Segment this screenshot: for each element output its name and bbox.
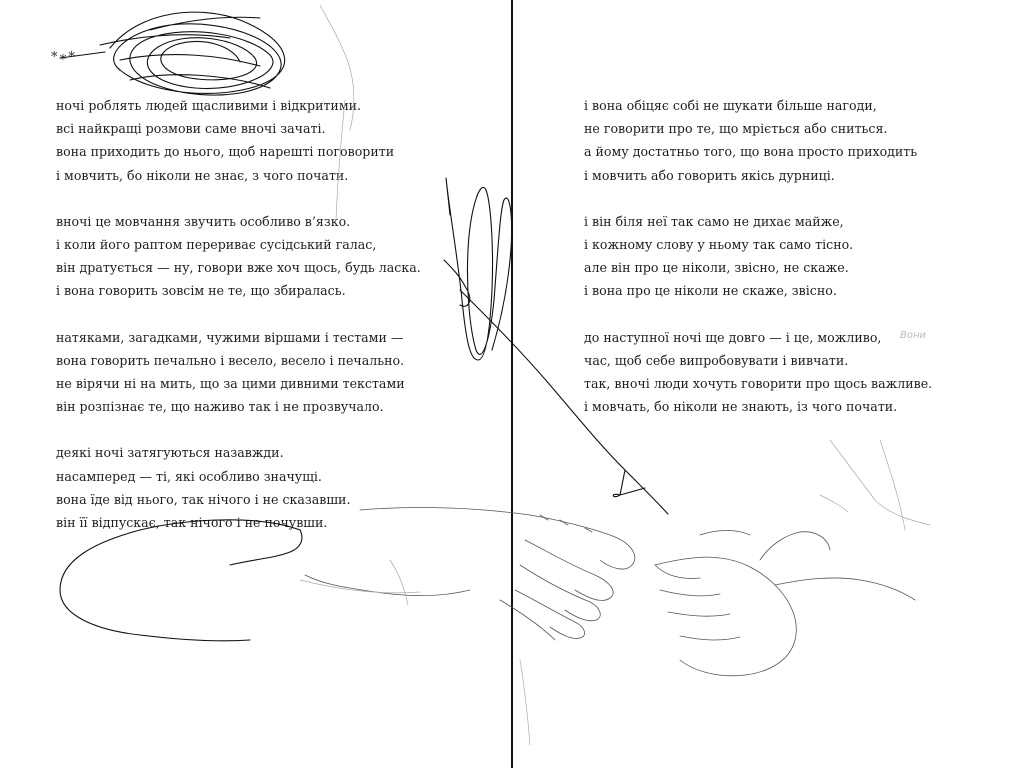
poem-line: до наступної ночі ще довго — і це, можливо, — [584, 329, 882, 345]
right-page — [512, 0, 1024, 768]
stanza — [56, 94, 496, 187]
poem-line: деякі ночі затягуються назавжди. — [56, 445, 284, 461]
poem-left — [56, 94, 496, 557]
stanza — [56, 326, 496, 419]
poem-line: вона приходить до нього, щоб нарешті поговорити — [56, 144, 395, 160]
poem-line: і мовчать, бо ніколи не знають, із чого почати. — [584, 399, 898, 415]
pencil-note: Вони — [900, 330, 927, 341]
poem-line: і мовчить, бо ніколи не знає, з чого почати. — [56, 167, 349, 183]
stanza — [56, 441, 496, 534]
stanza — [56, 210, 496, 303]
book-spine — [511, 0, 513, 768]
poem-line: вона говорить печально і весело, весело і печально. — [56, 352, 405, 368]
poem-right — [584, 94, 1004, 441]
poem-line: він її відпускає, так нічого і не почувши. — [56, 515, 328, 531]
poem-line: і кожному слову у ньому так само тісно. — [584, 237, 854, 253]
poem-line: насамперед — ті, які особливо значущі. — [56, 468, 322, 484]
asterism: *∗* — [51, 50, 76, 65]
poem-line: і вона говорить зовсім не те, що збиралась. — [56, 283, 346, 299]
poem-line: і вона обіцяє собі не шукати більше нагоди, — [584, 98, 877, 113]
poem-line: не говорити про те, що мріється або сниться. — [584, 121, 888, 137]
poem-line: і вона про це ніколи не скаже, звісно. — [584, 283, 837, 299]
poem-line: але він про це ніколи, звісно, не скаже. — [584, 260, 849, 276]
stanza — [584, 94, 1004, 187]
left-page — [0, 0, 511, 768]
stanza — [584, 210, 1004, 303]
poem-line: а йому достатньо того, що вона просто приходить — [584, 144, 918, 160]
poem-line: і мовчить або говорить якісь дурниці. — [584, 167, 835, 183]
stanza — [584, 326, 1004, 419]
poem-line: вночі це мовчання звучить особливо в’язко. — [56, 213, 351, 229]
poem-line: вона їде від нього, так нічого і не сказавши. — [56, 491, 351, 507]
poem-line: час, щоб себе випробовувати і вивчати. — [584, 352, 849, 368]
poem-line: і коли його раптом перериває сусідський галас, — [56, 237, 377, 253]
poem-line: натяками, загадками, чужими віршами і тестами — — [56, 329, 404, 345]
poem-line: він розпізнає те, що наживо так і не прозвучало. — [56, 399, 384, 415]
poem-line: він дратується — ну, говори вже хоч щось, будь ласка. — [56, 260, 421, 276]
poem-line: і він біля неї так само не дихає майже, — [584, 213, 844, 229]
poem-line: так, вночі люди хочуть говорити про щось важливе. — [584, 376, 933, 392]
poem-line: не вірячи ні на мить, що за цими дивними текстами — [56, 376, 405, 392]
poem-line: всі найкращі розмови саме вночі зачаті. — [56, 121, 326, 137]
poem-line: ночі роблять людей щасливими і відкритими. — [56, 98, 362, 113]
